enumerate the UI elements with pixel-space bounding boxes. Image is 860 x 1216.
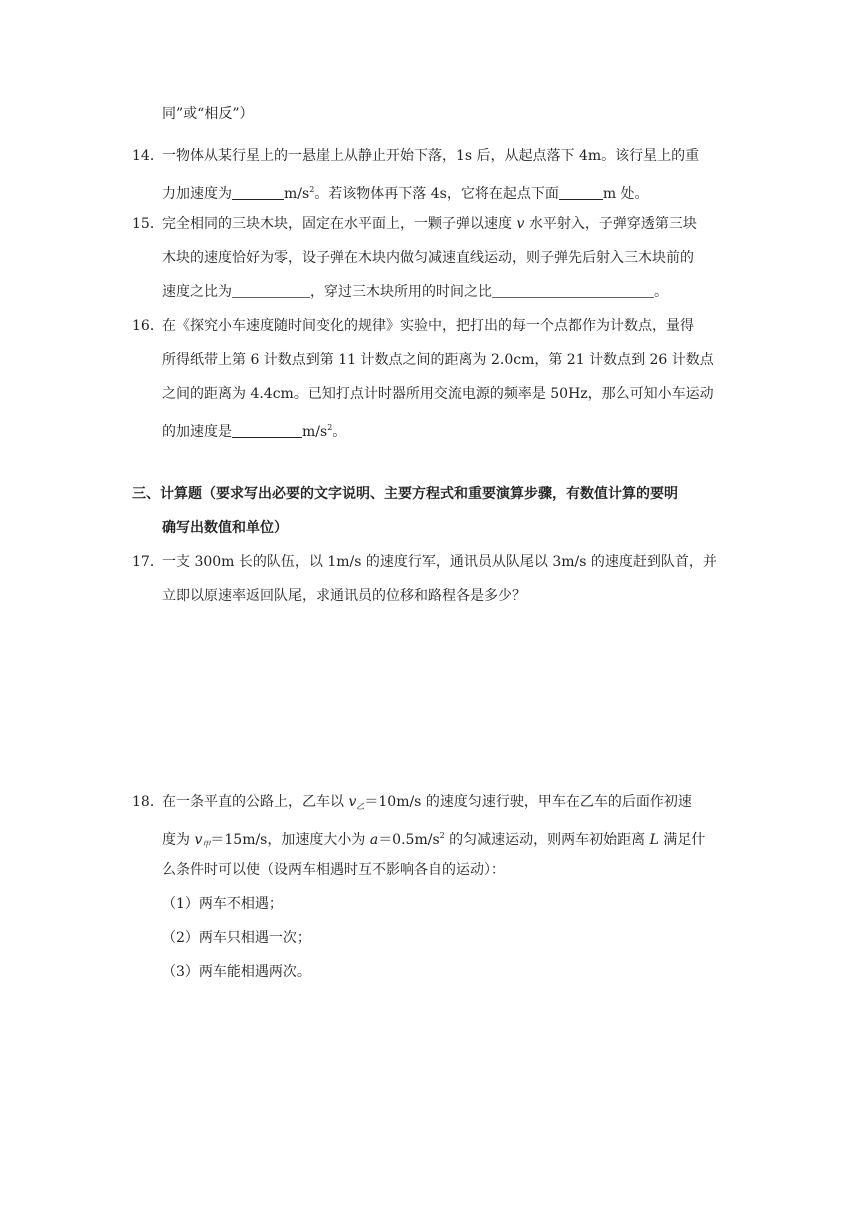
q15-text-4: ，穿过三木块所用的时间之比 (310, 284, 492, 300)
q15-text-5: 。 (654, 284, 668, 300)
q15-answer-blank-2[interactable] (492, 283, 654, 298)
q18-line-2 (162, 826, 705, 855)
q14-text: 力加速度为 (162, 186, 232, 202)
q16-line-3: 之间的距离为 4.4cm。已知打点计时器所用交流电源的频率是 50Hz，那么可知小车运动 (162, 386, 714, 402)
q18-part-1: （1）两车不相遇； (162, 896, 283, 912)
q14-text-2: 。若该物体再下落 4s，它将在起点下面 (314, 186, 559, 202)
q18-velocity-symbol: v (348, 794, 357, 810)
q14-answer-blank-1[interactable] (232, 185, 284, 200)
q16-unit-exponent: 2 (327, 423, 333, 432)
q18-text-4: ＝15m/s，加速度大小为 (210, 832, 370, 848)
section-3-heading: 三、计算题（要求写出必要的文字说明、主要方程式和重要演算步骤，有数值计算的要明 (132, 486, 678, 502)
q18-part-2: （2）两车只相遇一次； (162, 930, 311, 946)
q14-line-1: 一物体从某行星上的一悬崖上从静止开始下落，1s 后，从起点落下 4m。该行星上的重 (162, 148, 700, 164)
q15-text-3: 速度之比为 (162, 284, 232, 300)
q18-text-5: ＝0.5m/s (378, 832, 440, 848)
q16-line-2: 所得纸带上第 6 计数点到第 11 计数点之间的距离为 2.0cm，第 21 计数点到 26 计数点 (162, 352, 714, 368)
q18-velocity-symbol-2: v (194, 832, 203, 848)
q14-answer-blank-2[interactable] (559, 185, 603, 200)
q16-line-1: 在《探究小车速度随时间变化的规律》实验中，把打出的每一个点都作为计数点，量得 (162, 318, 694, 334)
q14-line-2 (162, 180, 649, 204)
q15-line-3 (162, 282, 668, 302)
q18-part-3: （3）两车能相遇两次。 (162, 964, 311, 980)
q16-line-4 (162, 418, 346, 442)
q18-unit-exponent: 2 (439, 831, 445, 840)
q18-text-3: 度为 (162, 832, 195, 848)
q17-line-1: 一支 300m 长的队伍，以 1m/s 的速度行军，通讯员从队尾以 3m/s 的速度赶到队首，并 (162, 554, 717, 570)
q14-number: 14． (132, 148, 164, 164)
q18-acceleration-symbol: a (369, 832, 379, 848)
q15-answer-blank-1[interactable] (232, 283, 310, 298)
q18-text-2: ＝10m/s 的速度匀速行驶，甲车在乙车的后面作初速 (364, 794, 692, 810)
q18-number: 18． (132, 794, 164, 810)
q15-velocity-symbol: v (516, 216, 525, 232)
q15-line-2: 木块的速度恰好为零，设子弹在木块内做匀减速直线运动，则子弹先后射入三木块前的 (162, 250, 694, 266)
q15-line-1 (162, 214, 697, 234)
q13-tail: 同”或“相反”） (162, 106, 254, 122)
section-3-heading-cont: 确写出数值和单位） (162, 520, 288, 536)
q18-velocity-subscript-2: 甲 (202, 840, 211, 849)
q15-number: 15． (132, 216, 164, 232)
q18-text: 在一条平直的公路上，乙车以 (162, 794, 349, 810)
q14-text-3: m 处。 (602, 186, 649, 202)
q18-line-3: 么条件时可以使（设两车相遇时互不影响各自的运动）： (162, 862, 505, 878)
q16-answer-blank[interactable] (232, 423, 302, 438)
q18-text-7: 满足什 (658, 832, 706, 848)
q15-text-2: 水平射入，子弹穿透第三块 (524, 216, 697, 232)
q18-velocity-subscript: 乙 (356, 802, 365, 811)
q18-text-6: 的匀减速运动，则两车初始距离 (444, 832, 650, 848)
q16-unit: m/s (302, 424, 328, 440)
q18-line-1 (162, 792, 692, 817)
q14-unit: m/s (284, 186, 310, 202)
q17-number: 17． (132, 554, 164, 570)
q17-line-2: 立即以原速率返回队尾，求通讯员的位移和路程各是多少？ (162, 588, 526, 604)
q16-number: 16． (132, 318, 164, 334)
q15-text: 完全相同的三块木块，固定在水平面上，一颗子弹以速度 (162, 216, 517, 232)
q14-unit-exponent: 2 (309, 185, 315, 194)
q16-text: 的加速度是 (162, 424, 232, 440)
q18-distance-symbol: L (649, 832, 659, 848)
q16-text-2: 。 (332, 424, 347, 440)
